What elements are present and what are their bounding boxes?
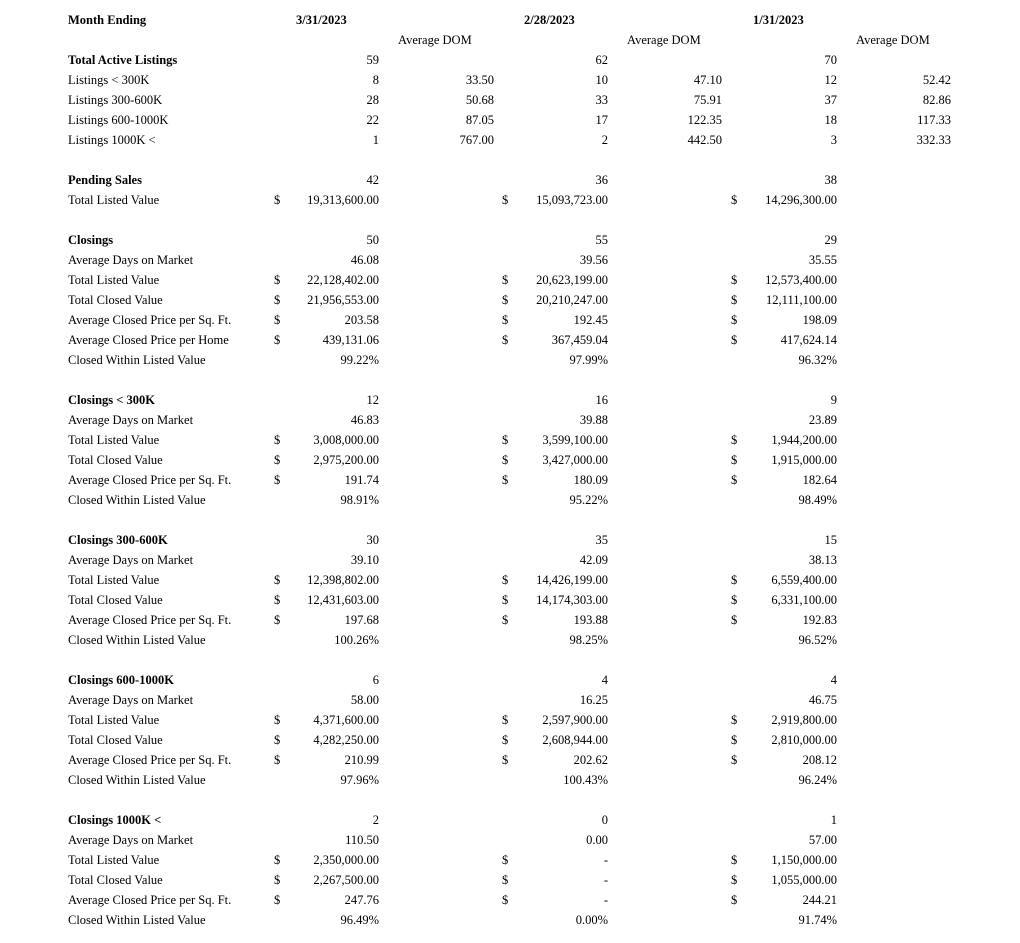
row-value: 3	[830, 133, 837, 147]
row-value: 1,150,000.00	[771, 853, 837, 867]
row-value: 2,919,800.00	[771, 713, 837, 727]
row-label: Total Listed Value	[68, 573, 160, 587]
row-value: 12,573,400.00	[765, 273, 837, 287]
currency-symbol: $	[731, 733, 738, 747]
row-value: 36	[595, 173, 608, 187]
currency-symbol: $	[731, 333, 738, 347]
row-value: 2,350,000.00	[313, 853, 379, 867]
avg-dom-value: 33.50	[465, 73, 494, 87]
row-value: 12,398,802.00	[307, 573, 379, 587]
currency-symbol: $	[274, 853, 281, 867]
row-value: 110.50	[345, 833, 379, 847]
currency-symbol: $	[502, 273, 509, 287]
avg-dom-value: 47.10	[693, 73, 722, 87]
row-value: 182.64	[802, 473, 837, 487]
currency-symbol: $	[502, 573, 509, 587]
row-value: 1	[830, 813, 837, 827]
currency-symbol: $	[731, 193, 738, 207]
row-label: Total Listed Value	[68, 433, 160, 447]
currency-symbol: $	[502, 733, 509, 747]
row-value: 98.91%	[340, 493, 379, 507]
row-value: 12,431,603.00	[307, 593, 379, 607]
row-value: 4,282,250.00	[313, 733, 379, 747]
row-value: 12	[366, 393, 379, 407]
avg-dom-value: 442.50	[687, 133, 722, 147]
row-value: 0.00	[586, 833, 608, 847]
avg-dom-value: 767.00	[459, 133, 494, 147]
section-heading: Closings 600-1000K	[68, 673, 174, 687]
row-value: 12	[824, 73, 837, 87]
row-value: 42.09	[579, 553, 608, 567]
row-value: 210.99	[344, 753, 379, 767]
month-header-3: 1/31/2023	[753, 13, 804, 27]
row-value: 33	[595, 93, 608, 107]
row-value: 244.21	[802, 893, 837, 907]
currency-symbol: $	[502, 593, 509, 607]
currency-symbol: $	[502, 453, 509, 467]
row-value: -	[603, 893, 608, 907]
row-label: Average Closed Price per Home	[68, 333, 229, 347]
row-label: Total Closed Value	[68, 733, 163, 747]
row-value: 4	[601, 673, 608, 687]
row-value: 55	[595, 233, 608, 247]
currency-symbol: $	[502, 193, 509, 207]
currency-symbol: $	[731, 273, 738, 287]
row-value: 180.09	[573, 473, 608, 487]
row-label: Listings 300-600K	[68, 93, 163, 107]
row-label: Average Days on Market	[68, 253, 194, 267]
currency-symbol: $	[502, 753, 509, 767]
row-value: 22,128,402.00	[307, 273, 379, 287]
row-value: 18	[824, 113, 837, 127]
row-value: 202.62	[573, 753, 608, 767]
currency-symbol: $	[731, 293, 738, 307]
avg-dom-value: 52.42	[922, 73, 951, 87]
row-value: 17	[595, 113, 608, 127]
row-value: 16	[595, 393, 608, 407]
currency-symbol: $	[731, 893, 738, 907]
row-value: 3,599,100.00	[542, 433, 608, 447]
row-value: 6,559,400.00	[771, 573, 837, 587]
avg-dom-value: 87.05	[465, 113, 494, 127]
row-value: 50	[366, 233, 379, 247]
currency-symbol: $	[274, 433, 281, 447]
row-value: 100.26%	[334, 633, 379, 647]
row-value: 20,623,199.00	[536, 273, 608, 287]
section-heading: Total Active Listings	[68, 53, 178, 67]
row-value: 9	[830, 393, 837, 407]
currency-symbol: $	[274, 573, 281, 587]
section-heading: Pending Sales	[68, 173, 142, 187]
row-value: 46.08	[350, 253, 379, 267]
row-label: Total Listed Value	[68, 273, 160, 287]
currency-symbol: $	[274, 193, 281, 207]
row-value: -	[603, 873, 608, 887]
row-value: 14,174,303.00	[536, 593, 608, 607]
row-value: 14,296,300.00	[765, 193, 837, 207]
section-heading: Closings	[68, 233, 114, 247]
row-label: Average Closed Price per Sq. Ft.	[68, 313, 232, 327]
avg-dom-header-1: Average DOM	[398, 33, 472, 47]
row-label: Average Closed Price per Sq. Ft.	[68, 473, 232, 487]
row-label: Average Days on Market	[68, 693, 194, 707]
row-value: 197.68	[344, 613, 379, 627]
row-label: Closed Within Listed Value	[68, 773, 206, 787]
row-value: 59	[366, 53, 379, 67]
row-value: 46.75	[808, 693, 837, 707]
currency-symbol: $	[274, 713, 281, 727]
row-value: 98.49%	[798, 493, 837, 507]
currency-symbol: $	[502, 293, 509, 307]
row-value: 2	[601, 133, 608, 147]
currency-symbol: $	[274, 613, 281, 627]
row-value: 2,267,500.00	[313, 873, 379, 887]
currency-symbol: $	[274, 293, 281, 307]
avg-dom-header-3: Average DOM	[856, 33, 930, 47]
row-value: 2	[372, 813, 379, 827]
currency-symbol: $	[731, 873, 738, 887]
row-value: 100.43%	[563, 773, 608, 787]
currency-symbol: $	[502, 613, 509, 627]
row-value: 247.76	[344, 893, 379, 907]
currency-symbol: $	[274, 273, 281, 287]
row-value: 15,093,723.00	[536, 193, 608, 207]
row-label: Listings 600-1000K	[68, 113, 169, 127]
row-label: Average Days on Market	[68, 553, 194, 567]
row-value: 96.32%	[798, 353, 837, 367]
avg-dom-value: 82.86	[922, 93, 951, 107]
row-value: 15	[824, 533, 837, 547]
row-value: 1,944,200.00	[771, 433, 837, 447]
currency-symbol: $	[274, 873, 281, 887]
row-value: 439,131.06	[322, 333, 379, 347]
row-value: 35.55	[808, 253, 837, 267]
currency-symbol: $	[274, 473, 281, 487]
row-label: Average Closed Price per Sq. Ft.	[68, 893, 232, 907]
row-value: 193.88	[573, 613, 608, 627]
row-value: 191.74	[344, 473, 379, 487]
row-value: 1,915,000.00	[771, 453, 837, 467]
currency-symbol: $	[731, 473, 738, 487]
row-value: 14,426,199.00	[536, 573, 608, 587]
currency-symbol: $	[502, 473, 509, 487]
currency-symbol: $	[502, 433, 509, 447]
row-value: 98.25%	[569, 633, 608, 647]
row-value: 30	[366, 533, 379, 547]
row-value: 20,210,247.00	[536, 293, 608, 307]
row-label: Total Listed Value	[68, 193, 160, 207]
row-value: 91.74%	[798, 913, 837, 927]
row-label: Total Listed Value	[68, 853, 160, 867]
row-value: 46.83	[350, 413, 379, 427]
currency-symbol: $	[274, 453, 281, 467]
currency-symbol: $	[731, 713, 738, 727]
row-label: Closed Within Listed Value	[68, 913, 206, 927]
avg-dom-value: 332.33	[916, 133, 951, 147]
row-value: 0.00%	[575, 913, 608, 927]
section-heading: Closings < 300K	[68, 393, 155, 407]
row-value: 37	[824, 93, 837, 107]
row-value: 58.00	[350, 693, 379, 707]
row-value: 21,956,553.00	[307, 293, 379, 307]
row-value: 417,624.14	[780, 333, 837, 347]
avg-dom-value: 75.91	[693, 93, 722, 107]
row-value: 29	[824, 233, 837, 247]
row-value: 3,008,000.00	[313, 433, 379, 447]
row-label: Average Days on Market	[68, 833, 194, 847]
row-value: 39.56	[579, 253, 608, 267]
row-value: 192.83	[802, 613, 837, 627]
row-value: 95.22%	[569, 493, 608, 507]
row-label: Listings < 300K	[68, 73, 150, 87]
row-value: 12,111,100.00	[766, 293, 837, 307]
row-value: 2,975,200.00	[313, 453, 379, 467]
currency-symbol: $	[274, 753, 281, 767]
row-label: Total Listed Value	[68, 713, 160, 727]
row-value: 198.09	[802, 313, 837, 327]
row-label: Total Closed Value	[68, 453, 163, 467]
currency-symbol: $	[502, 713, 509, 727]
row-value: 38.13	[808, 553, 837, 567]
row-value: 23.89	[808, 413, 837, 427]
currency-symbol: $	[731, 573, 738, 587]
currency-symbol: $	[502, 853, 509, 867]
row-value: 28	[366, 93, 379, 107]
row-value: 10	[595, 73, 608, 87]
row-label: Listings 1000K <	[68, 133, 156, 147]
row-value: 19,313,600.00	[307, 193, 379, 207]
row-value: 8	[372, 73, 379, 87]
row-value: 16.25	[579, 693, 608, 707]
row-value: 62	[595, 53, 608, 67]
section-heading: Closings 1000K <	[68, 813, 162, 827]
row-value: 4	[830, 673, 837, 687]
row-value: 96.49%	[340, 913, 379, 927]
row-value: 4,371,600.00	[313, 713, 379, 727]
row-value: 208.12	[802, 753, 837, 767]
row-value: 192.45	[573, 313, 608, 327]
row-value: 96.52%	[798, 633, 837, 647]
row-value: 97.96%	[340, 773, 379, 787]
row-label: Total Closed Value	[68, 293, 163, 307]
row-value: 367,459.04	[551, 333, 608, 347]
row-label: Closed Within Listed Value	[68, 353, 206, 367]
row-label: Average Closed Price per Sq. Ft.	[68, 753, 232, 767]
row-value: 1	[372, 133, 379, 147]
currency-symbol: $	[731, 753, 738, 767]
currency-symbol: $	[731, 433, 738, 447]
row-value: 39.10	[350, 553, 379, 567]
currency-symbol: $	[502, 893, 509, 907]
row-label: Closed Within Listed Value	[68, 493, 206, 507]
currency-symbol: $	[274, 733, 281, 747]
row-value: 97.99%	[569, 353, 608, 367]
avg-dom-header-2: Average DOM	[627, 33, 701, 47]
row-value: 0	[601, 813, 608, 827]
row-value: 35	[595, 533, 608, 547]
currency-symbol: $	[274, 593, 281, 607]
row-value: -	[603, 853, 608, 867]
currency-symbol: $	[731, 613, 738, 627]
currency-symbol: $	[274, 333, 281, 347]
row-value: 96.24%	[798, 773, 837, 787]
currency-symbol: $	[731, 453, 738, 467]
row-value: 38	[824, 173, 837, 187]
row-value: 22	[366, 113, 379, 127]
row-value: 2,608,944.00	[542, 733, 608, 747]
row-value: 39.88	[579, 413, 608, 427]
row-value: 70	[824, 53, 837, 67]
avg-dom-value: 50.68	[465, 93, 494, 107]
row-label: Average Closed Price per Sq. Ft.	[68, 613, 232, 627]
currency-symbol: $	[731, 853, 738, 867]
row-value: 42	[366, 173, 379, 187]
row-value: 1,055,000.00	[771, 873, 837, 887]
avg-dom-value: 122.35	[687, 113, 722, 127]
row-value: 3,427,000.00	[542, 453, 608, 467]
month-ending-title: Month Ending	[68, 13, 147, 27]
currency-symbol: $	[274, 893, 281, 907]
row-label: Total Closed Value	[68, 873, 163, 887]
currency-symbol: $	[731, 313, 738, 327]
row-value: 6	[372, 673, 379, 687]
row-value: 2,597,900.00	[542, 713, 608, 727]
row-label: Total Closed Value	[68, 593, 163, 607]
section-heading: Closings 300-600K	[68, 533, 168, 547]
currency-symbol: $	[502, 333, 509, 347]
row-label: Average Days on Market	[68, 413, 194, 427]
currency-symbol: $	[731, 593, 738, 607]
row-value: 57.00	[808, 833, 837, 847]
row-value: 6,331,100.00	[771, 593, 837, 607]
currency-symbol: $	[502, 873, 509, 887]
currency-symbol: $	[274, 313, 281, 327]
row-value: 203.58	[344, 313, 379, 327]
currency-symbol: $	[502, 313, 509, 327]
row-value: 99.22%	[340, 353, 379, 367]
row-label: Closed Within Listed Value	[68, 633, 206, 647]
row-value: 2,810,000.00	[771, 733, 837, 747]
month-header-1: 3/31/2023	[296, 13, 347, 27]
month-header-2: 2/28/2023	[524, 13, 575, 27]
avg-dom-value: 117.33	[917, 113, 951, 127]
